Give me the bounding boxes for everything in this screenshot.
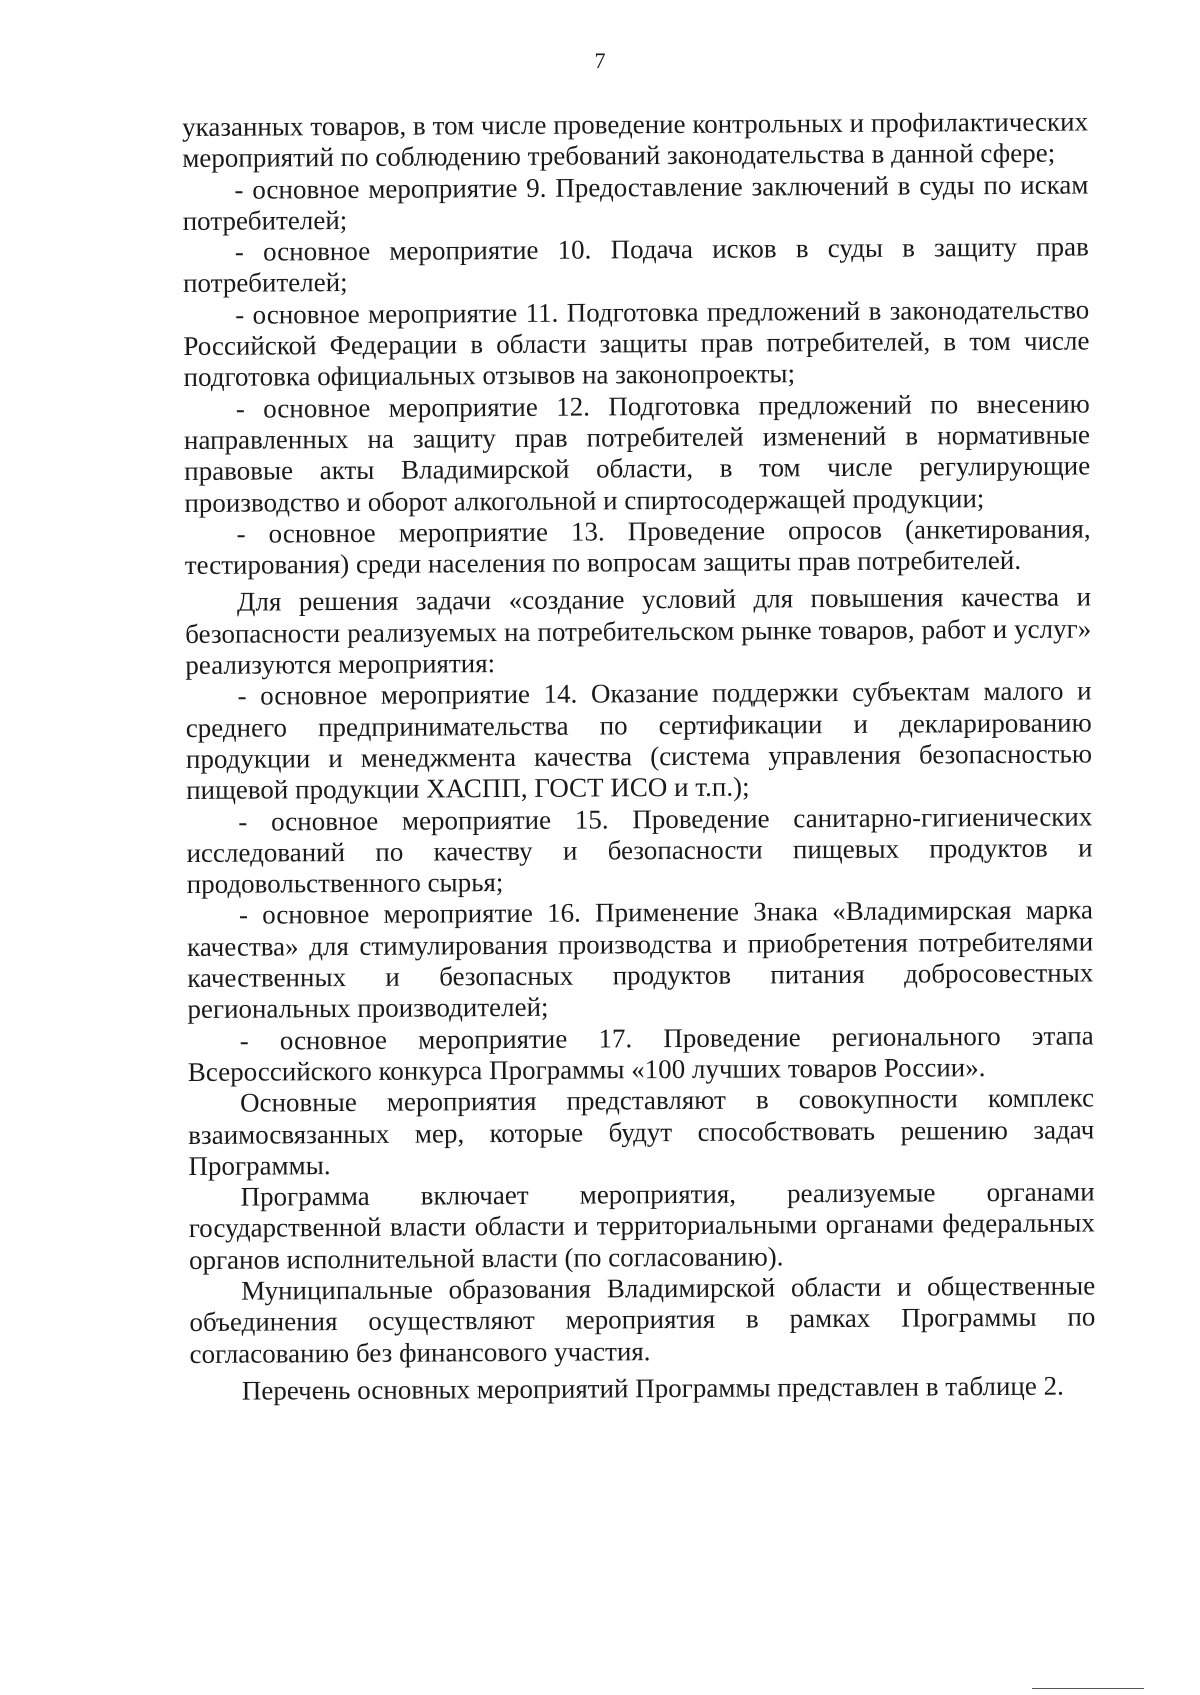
- paragraph-program-includes: Программа включает мероприятия, реализуемые органами государственной власти области и территориальными органами федеральных органов исполнительной власти (по согласованию).: [188, 1176, 1095, 1275]
- paragraph-task-intro: Для решения задачи «создание условий для повышения качества и безопасности реализуемых на потребительском рынке товаров, работ и услуг» реализуются мероприятия:: [185, 581, 1092, 681]
- paragraph-measure-11: - основное мероприятие 11. Подготовка предложений в законодательство Российской Федерации в области защиты прав потребителей, в том числе подготовка официальных отзывов на законопроекты;: [183, 294, 1090, 393]
- paragraph-municipalities: Муниципальные образования Владимирской области и общественные объединения осуществляют мероприятия в рамках Программы по согласованию без финансового участия.: [189, 1270, 1096, 1369]
- paragraph-measure-15: - основное мероприятие 15. Проведение санитарно-гигиенических исследований по качеству и безопасности пищевых продуктов и продовольственного сырья;: [186, 800, 1093, 900]
- document-body: [182, 106, 1096, 1407]
- paragraph-measure-13: - основное мероприятие 13. Проведение опросов (анкетирования, тестирования) среди населения по вопросам защиты прав потребителей.: [184, 513, 1091, 581]
- paragraph-measure-17: - основное мероприятие 17. Проведение регионального этапа Всероссийского конкурса Программы «100 лучших товаров России».: [187, 1020, 1094, 1087]
- paragraph-continuation: указанных товаров, в том числе проведение контрольных и профилактических мероприятий по соблюдению требований законодательства в данной сфере;: [182, 106, 1089, 174]
- paragraph-measures-complex: Основные мероприятия представляют в совокупности комплекс взаимосвязанных мер, которые будут способствовать решению задач Программы.: [188, 1082, 1095, 1181]
- paragraph-table-reference: Перечень основных мероприятий Программы представлен в таблице 2.: [241, 1370, 1064, 1406]
- paragraph-measure-10: - основное мероприятие 10. Подача исков в суды в защиту прав потребителей;: [182, 231, 1089, 299]
- page-number: 7: [594, 48, 606, 73]
- footer-rule: [1032, 1688, 1144, 1689]
- paragraph-measure-16: - основное мероприятие 16. Применение Знака «Владимирская марка качества» для стимулирования производства и приобретения потребителями качественных и безопасных продуктов питания добросовестных региональных производителей;: [187, 894, 1094, 1025]
- paragraph-measure-12: - основное мероприятие 12. Подготовка предложений по внесению направленных на защиту прав потребителей изменений в нормативные правовые акты Владимирской области, в том числе регулирующие производство и оборот алкогольной и спиртосодержащей продукции;: [183, 388, 1091, 518]
- paragraph-measure-9: - основное мероприятие 9. Предоставление заключений в суды по искам потребителей;: [182, 169, 1089, 236]
- paragraph-measure-14: - основное мероприятие 14. Оказание поддержки субъектам малого и среднего предпринимательства по сертификации и декларированию продукции и менеджмента качества (система управления безопасностью пищевой продукции ХАСПП, ГОСТ ИСО и т.п.);: [185, 675, 1093, 806]
